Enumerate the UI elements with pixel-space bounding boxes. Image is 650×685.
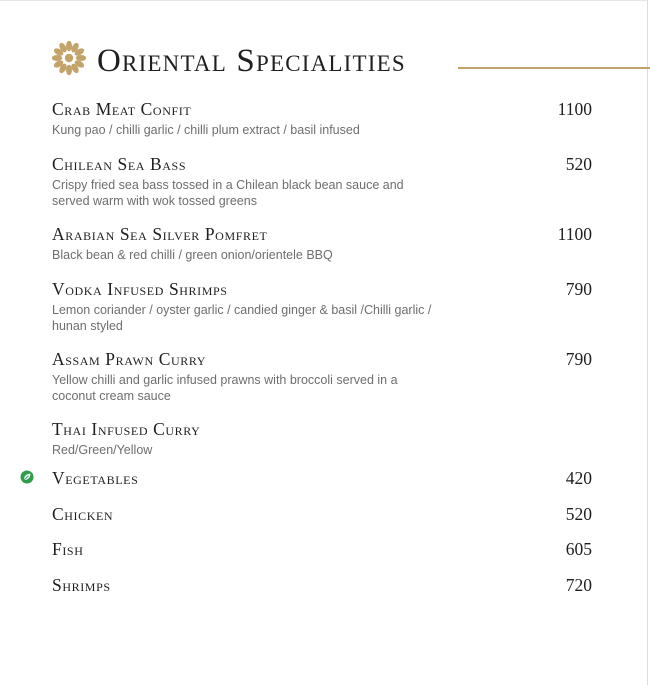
menu-item	[52, 419, 592, 458]
menu-item	[52, 349, 592, 404]
variant-price: 520	[565, 504, 592, 524]
item-name: Assam Prawn Curry	[52, 349, 207, 369]
menu-item	[52, 279, 592, 334]
variant-name: Chicken	[52, 504, 114, 524]
item-price: 790	[565, 349, 592, 369]
item-name: Chilean Sea Bass	[52, 154, 187, 174]
variant-price: 720	[565, 575, 592, 595]
veg-leaf-icon	[20, 470, 34, 484]
menu-item	[52, 154, 592, 209]
variant-price: 605	[565, 539, 592, 559]
variant-item	[52, 504, 592, 524]
item-name: Crab Meat Confit	[52, 99, 192, 119]
item-price: 1100	[557, 224, 592, 244]
variant-item	[52, 539, 592, 559]
item-name: Arabian Sea Silver Pomfret	[52, 224, 268, 244]
variant-name: Fish	[52, 539, 84, 559]
variant-name: Vegetables	[52, 468, 139, 488]
item-description: Kung pao / chilli garlic / chilli plum extract / basil infused	[52, 123, 360, 137]
item-description: Crispy fried sea bass tossed in a Chilean black bean sauce and served warm with wok tossed greens	[52, 178, 404, 208]
title-rule	[458, 67, 650, 69]
item-description: Red/Green/Yellow	[52, 443, 153, 457]
section-title: Oriental Specialities	[97, 43, 406, 79]
menu-item	[52, 224, 592, 263]
item-description: Black bean & red chilli / green onion/orientele BBQ	[52, 248, 333, 262]
item-price: 790	[565, 279, 592, 299]
section-header	[52, 41, 650, 81]
item-description: Lemon coriander / oyster garlic / candied ginger & basil /Chilli garlic / hunan styled	[52, 303, 432, 333]
variant-name: Shrimps	[52, 575, 111, 595]
item-name: Vodka Infused Shrimps	[52, 279, 228, 299]
item-description: Yellow chilli and garlic infused prawns with broccoli served in a coconut cream sauce	[52, 373, 398, 403]
gold-flower-icon	[52, 41, 86, 75]
variant-item	[52, 468, 592, 488]
item-price: 1100	[557, 99, 592, 119]
menu-item	[52, 99, 592, 138]
variant-item	[52, 575, 592, 595]
item-price: 520	[565, 154, 592, 174]
item-name: Thai Infused Curry	[52, 419, 201, 439]
variant-price: 420	[565, 468, 592, 488]
